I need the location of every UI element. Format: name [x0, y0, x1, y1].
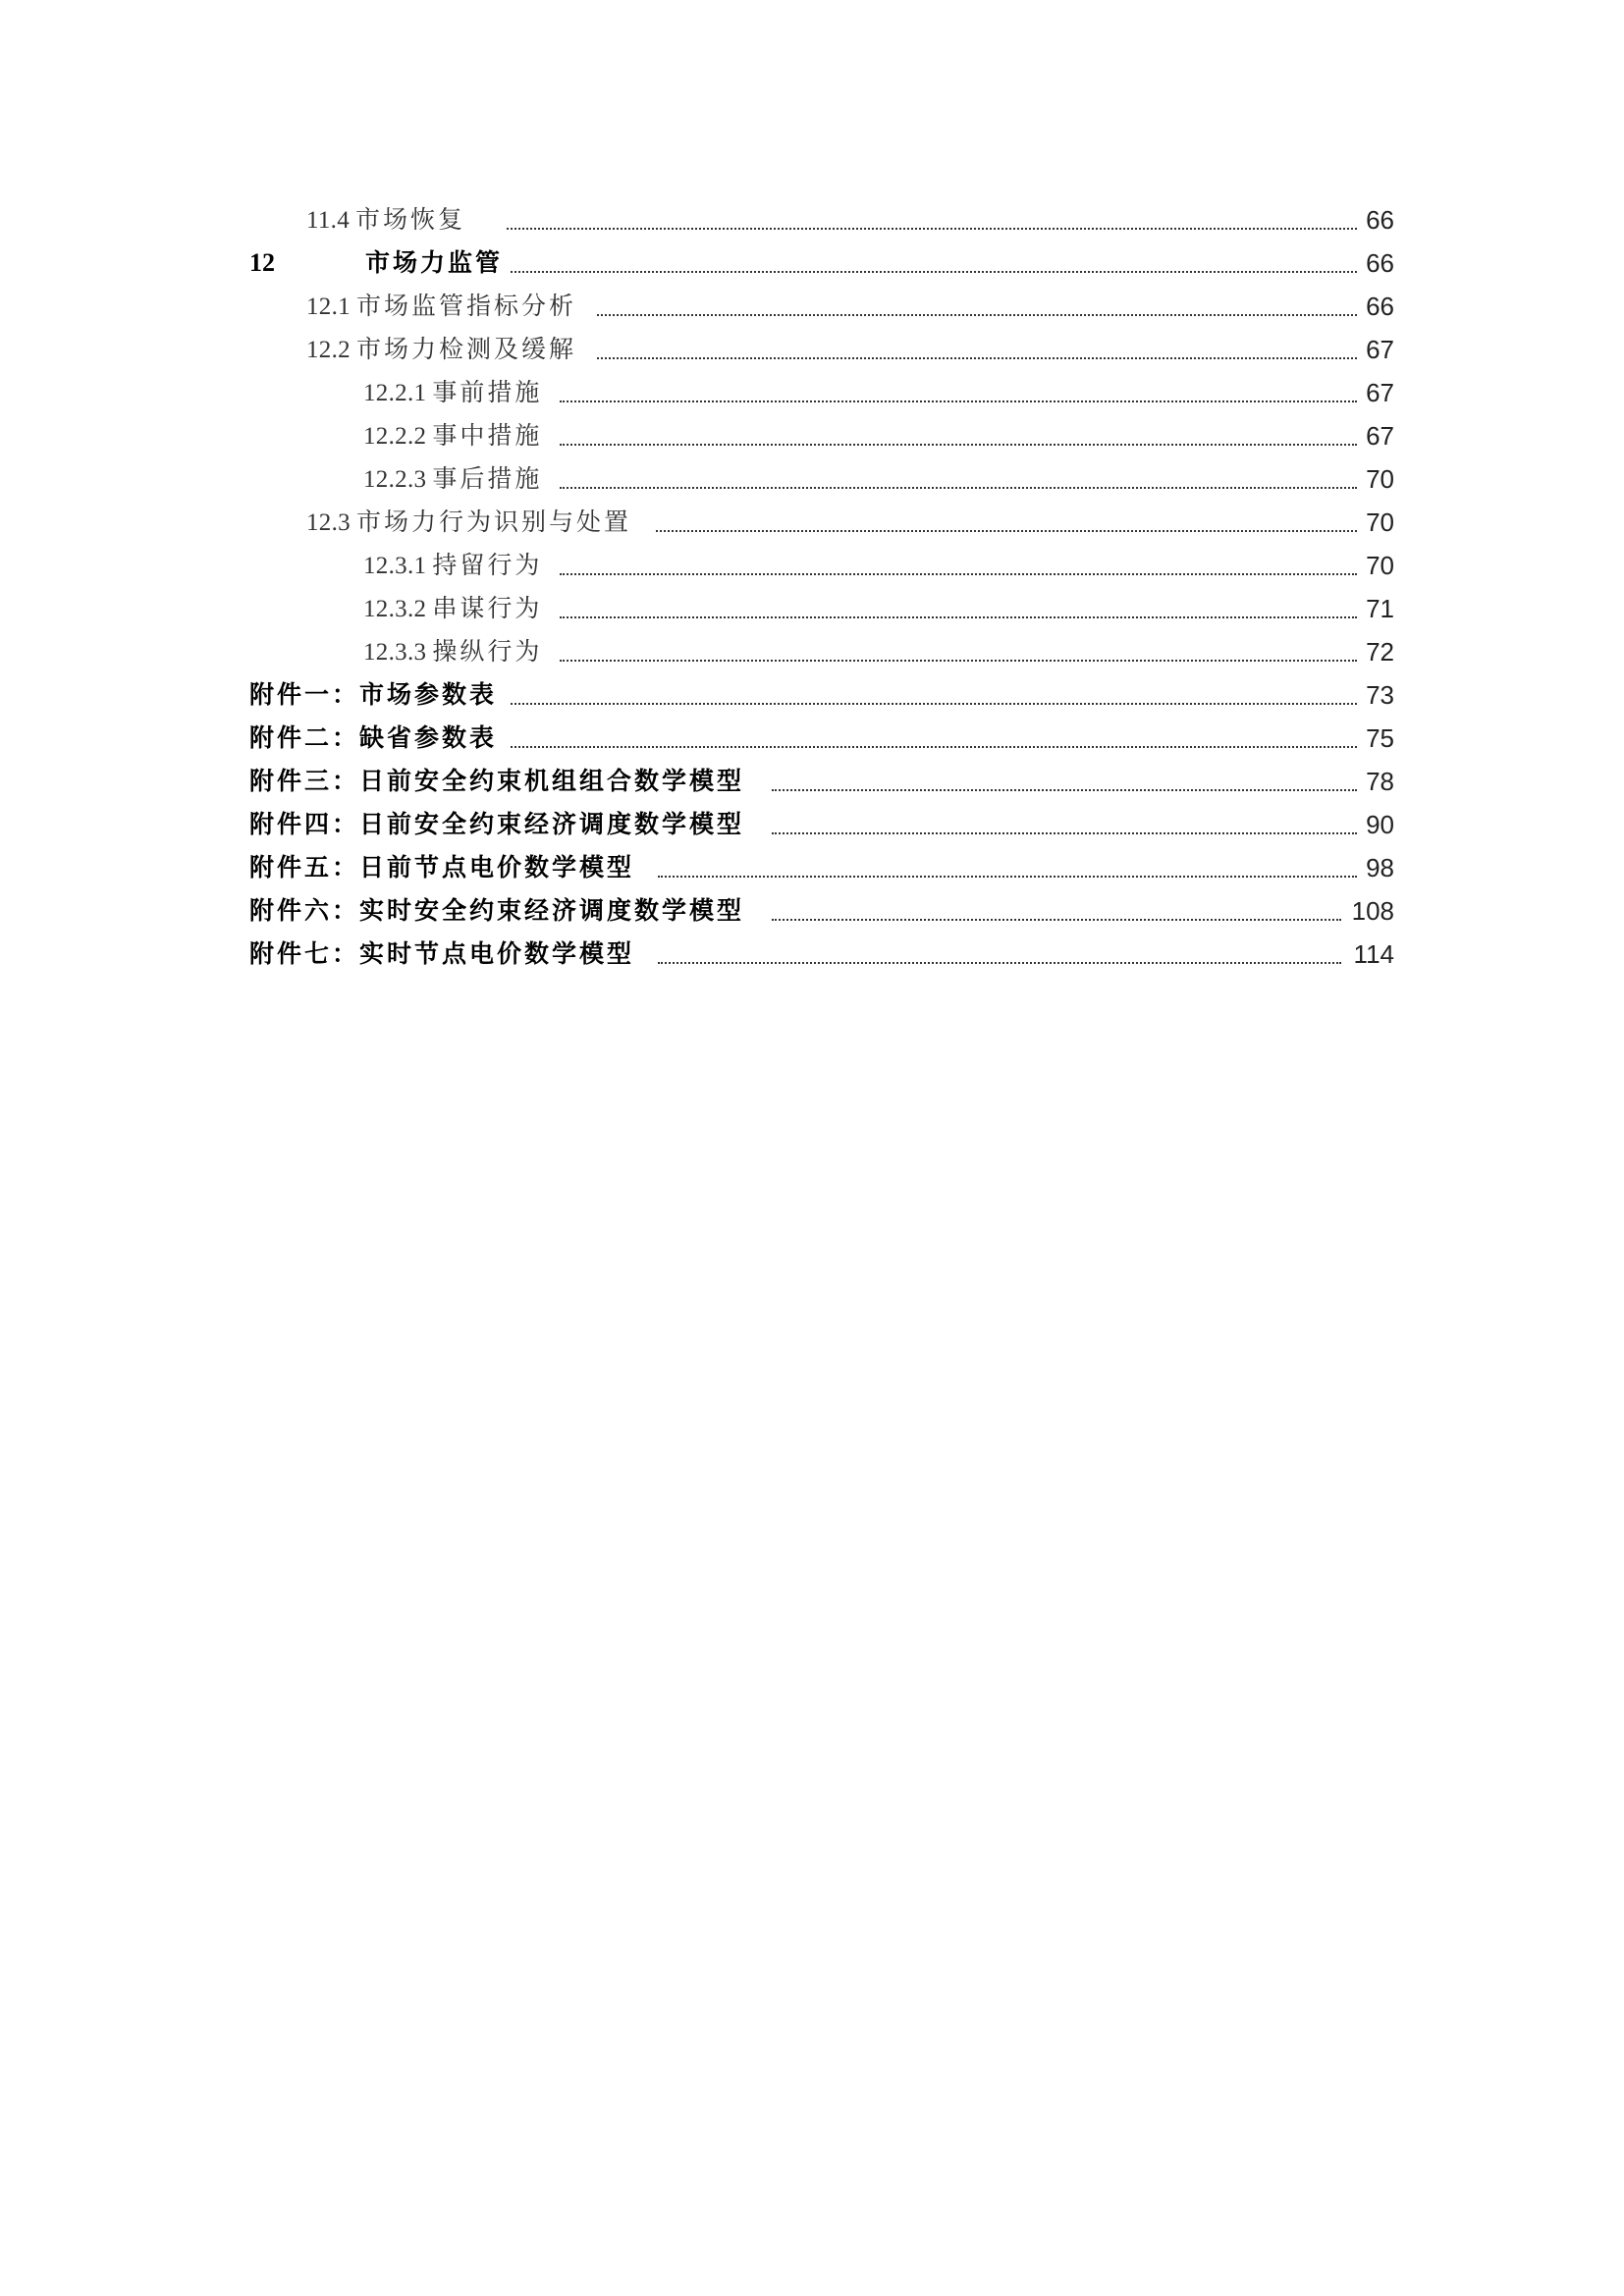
- toc-entry-number: 12.2: [306, 337, 351, 363]
- toc-dot-leader: [597, 357, 1357, 359]
- toc-entry-text: 事中措施: [432, 421, 543, 450]
- toc-entry-appendix-7[interactable]: [0, 933, 1624, 976]
- toc-entry-appendix-3[interactable]: [0, 760, 1624, 803]
- toc-entry-title: [363, 457, 542, 502]
- toc-dot-leader: [772, 919, 1341, 921]
- toc-page-number: 90: [1366, 810, 1394, 839]
- toc-entry-title: [363, 371, 542, 415]
- toc-entry-text: 事后措施: [432, 464, 543, 493]
- toc-entry-number: 12.3.1: [363, 553, 427, 579]
- toc-page-number: 67: [1366, 378, 1394, 407]
- toc-dot-leader: [511, 271, 1357, 273]
- toc-entry-title: [363, 544, 542, 588]
- toc-entry-text: 附件七：实时节点电价数学模型: [249, 939, 635, 968]
- toc-entry-text: 市场力监管: [365, 248, 504, 277]
- toc-dot-leader: [658, 962, 1341, 964]
- toc-entry-appendix-4[interactable]: [0, 803, 1624, 846]
- toc-entry-number: 12.2.3: [363, 466, 427, 493]
- toc-page-number: 66: [1366, 292, 1394, 321]
- toc-entry-title: [249, 846, 634, 889]
- toc-entry-appendix-6[interactable]: [0, 889, 1624, 933]
- toc-dot-leader: [772, 832, 1357, 834]
- toc-entry-text: 市场恢复: [355, 205, 466, 234]
- toc-entry-text: 串谋行为: [432, 594, 543, 622]
- toc-dot-leader: [597, 314, 1357, 316]
- toc-entry-title: [306, 285, 576, 329]
- toc-page-number: 114: [1353, 939, 1394, 969]
- toc-dot-leader: [511, 703, 1357, 705]
- toc-entry-12-2-1[interactable]: [0, 371, 1624, 414]
- toc-page-number: 70: [1366, 507, 1394, 537]
- toc-entry-12-2-3[interactable]: [0, 457, 1624, 501]
- toc-entry-text: 市场监管指标分析: [355, 292, 576, 320]
- toc-dot-leader: [560, 400, 1357, 402]
- toc-entry-title: [306, 501, 631, 545]
- toc-page-number: 71: [1366, 594, 1394, 623]
- toc-entry-title: [363, 587, 542, 631]
- toc-entry-12-3-1[interactable]: [0, 544, 1624, 587]
- toc-entry-12-3-2[interactable]: [0, 587, 1624, 630]
- toc-entry-text: 操纵行为: [432, 637, 543, 666]
- toc-page-number: 67: [1366, 421, 1394, 451]
- toc-entry-text: 附件三：日前安全约束机组组合数学模型: [249, 767, 745, 795]
- toc-page-number: 70: [1366, 464, 1394, 494]
- toc-entry-title: [306, 198, 465, 242]
- toc-page-number: 75: [1366, 723, 1394, 753]
- toc-entry-text: 市场力检测及缓解: [355, 335, 576, 363]
- toc-entry-title: [365, 241, 503, 285]
- toc-entry-number: 12.1: [306, 294, 351, 320]
- toc-entry-text: 附件六：实时安全约束经济调度数学模型: [249, 896, 745, 925]
- toc-entry-12-2-2[interactable]: [0, 414, 1624, 457]
- toc-entry-title: [249, 673, 497, 717]
- toc-entry-12-2[interactable]: [0, 328, 1624, 371]
- toc-entry-text: 附件一：市场参数表: [249, 680, 498, 709]
- toc-entry-text: 持留行为: [432, 551, 543, 579]
- toc-dot-leader: [560, 573, 1357, 575]
- toc-entry-text: 市场力行为识别与处置: [355, 507, 631, 536]
- toc-entry-text: 附件二：缺省参数表: [249, 723, 498, 752]
- toc-entry-title: [249, 803, 744, 846]
- toc-entry-number: 12: [249, 248, 275, 277]
- toc-entry-12-3[interactable]: [0, 501, 1624, 544]
- toc-page-number: 72: [1366, 637, 1394, 667]
- toc-entry-appendix-2[interactable]: [0, 717, 1624, 760]
- toc-dot-leader: [507, 228, 1357, 230]
- toc-entry-appendix-5[interactable]: [0, 846, 1624, 889]
- toc-dot-leader: [511, 746, 1357, 748]
- toc-entry-title: [249, 933, 634, 976]
- toc-page-number: 98: [1366, 853, 1394, 882]
- toc-page-number: 66: [1366, 205, 1394, 235]
- toc-page-number: 70: [1366, 551, 1394, 580]
- toc-entry-number: 12.3.3: [363, 639, 427, 666]
- toc-page-number: 66: [1366, 248, 1394, 278]
- toc-page-number: 108: [1351, 896, 1394, 926]
- toc-dot-leader: [656, 530, 1357, 532]
- toc-dot-leader: [560, 444, 1357, 446]
- toc-page-number: 78: [1366, 767, 1394, 796]
- toc-entry-title: [249, 889, 744, 933]
- toc-entry-text: 附件五：日前节点电价数学模型: [249, 853, 635, 881]
- toc-entry-number: 12.2.2: [363, 423, 427, 450]
- toc-entry-number: 12.2.1: [363, 380, 427, 406]
- toc-entry-number: 11.4: [306, 207, 351, 234]
- toc-entry-text: 事前措施: [432, 378, 543, 406]
- toc-entry-12-1[interactable]: [0, 285, 1624, 328]
- toc-page-number: 67: [1366, 335, 1394, 364]
- toc-entry-title: [363, 630, 542, 674]
- toc-dot-leader: [560, 487, 1357, 489]
- toc-entry-title: [249, 717, 497, 760]
- toc-dot-leader: [560, 616, 1357, 618]
- toc-dot-leader: [560, 660, 1357, 662]
- toc-entry-12[interactable]: [0, 241, 1624, 285]
- toc-entry-title: [306, 328, 576, 372]
- toc-dot-leader: [658, 876, 1357, 878]
- toc-entry-title: [363, 414, 542, 458]
- toc-entry-appendix-1[interactable]: [0, 673, 1624, 717]
- toc-entry-11-4[interactable]: [0, 198, 1624, 241]
- toc-entry-12-3-3[interactable]: [0, 630, 1624, 673]
- toc-entry-title: [249, 760, 744, 803]
- toc-entry-text: 附件四：日前安全约束经济调度数学模型: [249, 810, 745, 838]
- toc-entry-number: 12.3: [306, 509, 351, 536]
- toc-entry-number: 12.3.2: [363, 596, 427, 622]
- toc-page-number: 73: [1366, 680, 1394, 710]
- toc-dot-leader: [772, 789, 1357, 791]
